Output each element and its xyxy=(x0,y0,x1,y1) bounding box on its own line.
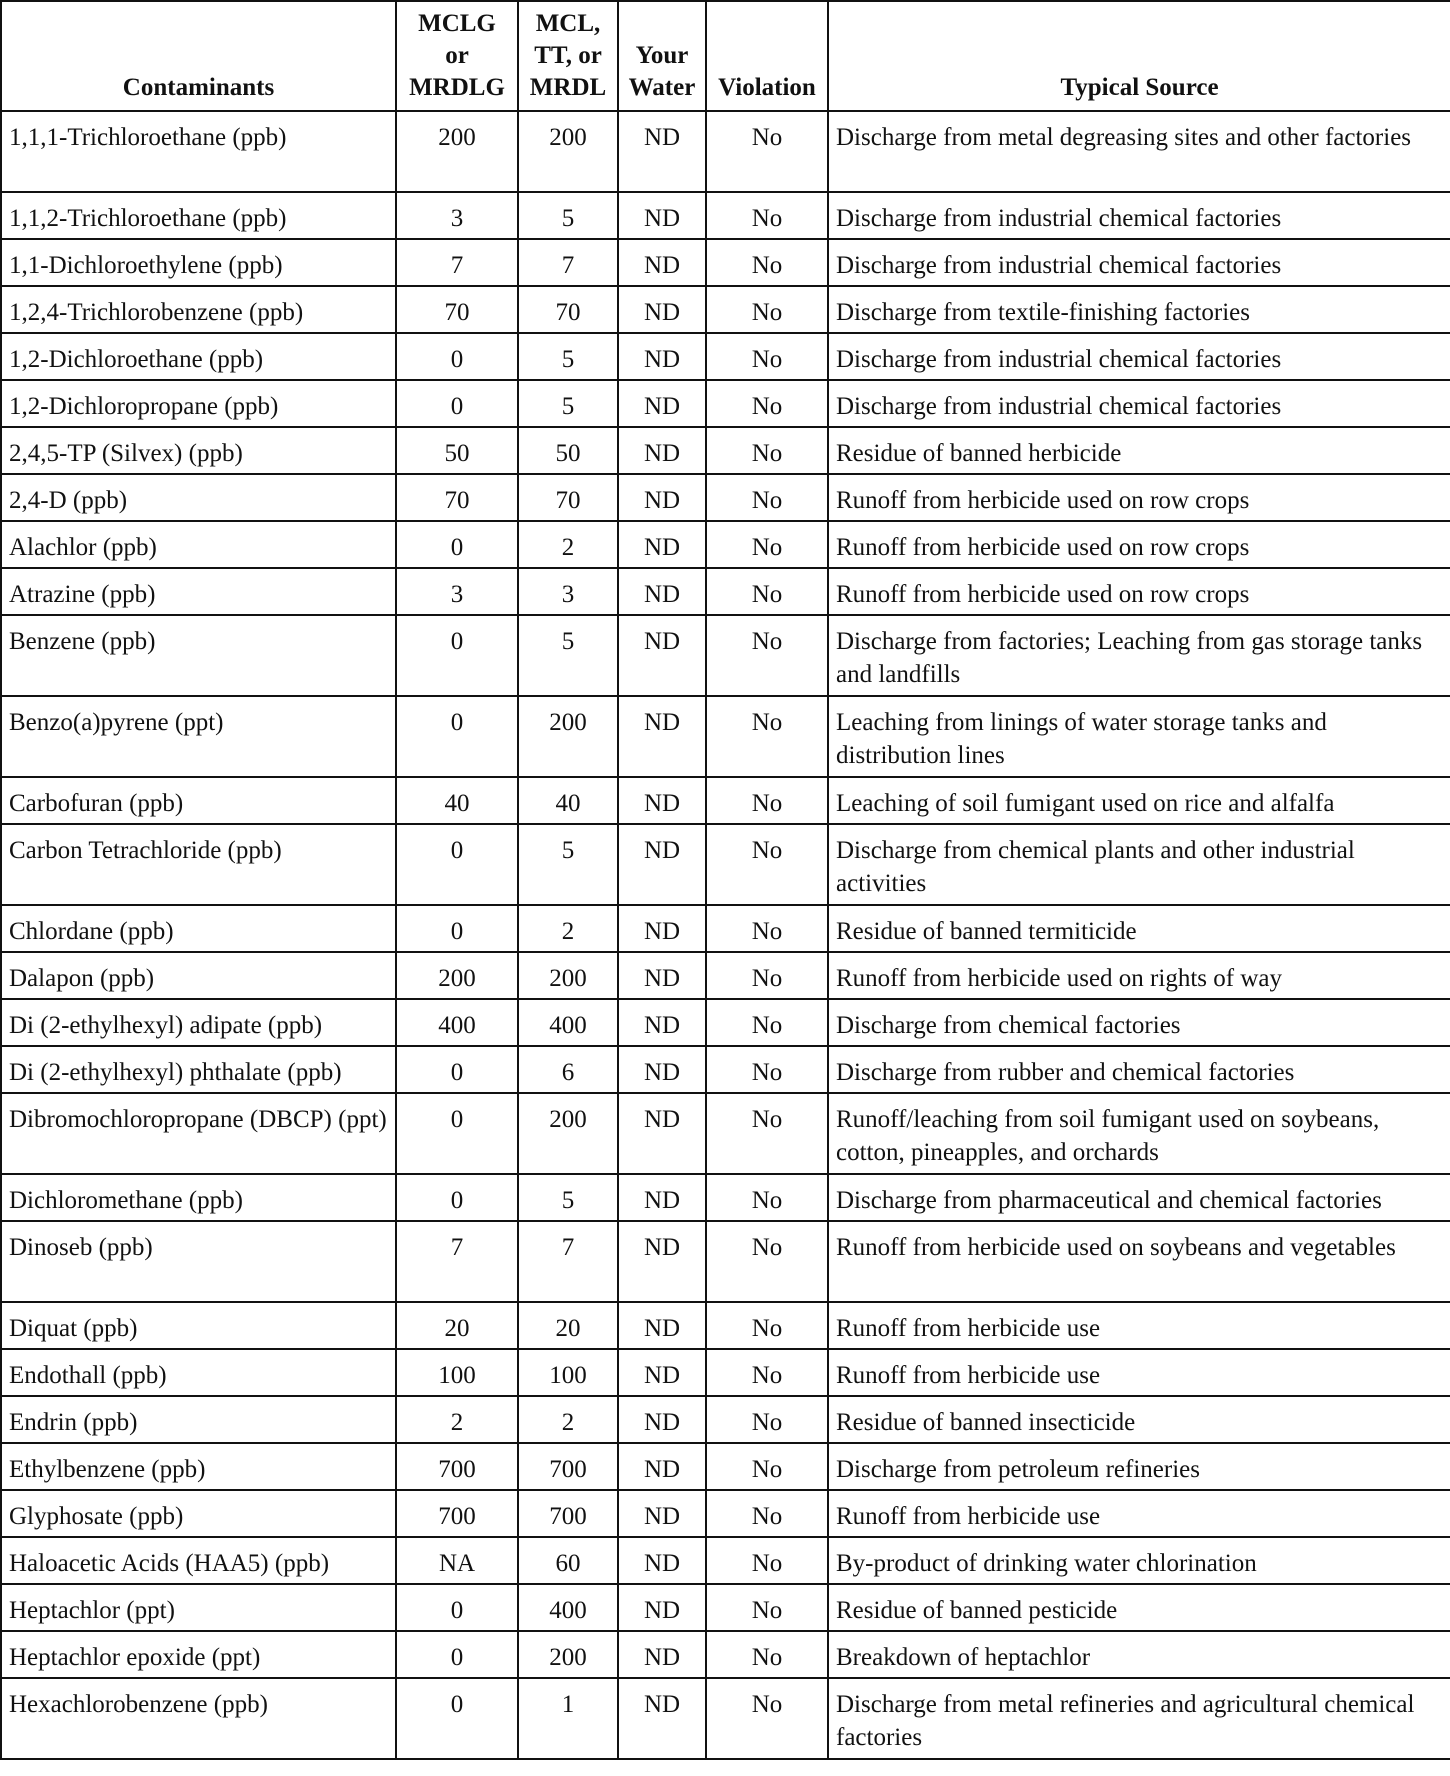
cell-violation: No xyxy=(706,1396,828,1443)
cell-violation: No xyxy=(706,1443,828,1490)
cell-your-water: ND xyxy=(618,286,706,333)
cell-your-water: ND xyxy=(618,474,706,521)
header-mclg: MCLG or MRDLG xyxy=(396,1,518,111)
cell-contaminant: Glyphosate (ppb) xyxy=(1,1490,396,1537)
cell-your-water: ND xyxy=(618,1302,706,1349)
table-row xyxy=(1,905,1450,952)
cell-mclg: 70 xyxy=(396,474,518,521)
cell-your-water: ND xyxy=(618,777,706,824)
table-row xyxy=(1,286,1450,333)
cell-violation: No xyxy=(706,952,828,999)
cell-mcl: 200 xyxy=(518,1093,618,1174)
cell-mclg: 0 xyxy=(396,1174,518,1221)
cell-typical-source: Residue of banned termiticide xyxy=(828,905,1450,952)
cell-contaminant: Alachlor (ppb) xyxy=(1,521,396,568)
cell-contaminant: Carbon Tetrachloride (ppb) xyxy=(1,824,396,905)
cell-typical-source: Runoff from herbicide used on row crops xyxy=(828,521,1450,568)
table-row xyxy=(1,521,1450,568)
cell-violation: No xyxy=(706,111,828,192)
cell-contaminant: Dinoseb (ppb) xyxy=(1,1221,396,1302)
table-row xyxy=(1,824,1450,905)
table-row xyxy=(1,696,1450,777)
table-row xyxy=(1,474,1450,521)
cell-mcl: 5 xyxy=(518,1174,618,1221)
table-row xyxy=(1,1678,1450,1759)
cell-violation: No xyxy=(706,333,828,380)
cell-violation: No xyxy=(706,615,828,696)
cell-contaminant: Heptachlor epoxide (ppt) xyxy=(1,1631,396,1678)
cell-mcl: 3 xyxy=(518,568,618,615)
cell-your-water: ND xyxy=(618,696,706,777)
cell-mclg: 0 xyxy=(396,824,518,905)
cell-your-water: ND xyxy=(618,1221,706,1302)
cell-mcl: 5 xyxy=(518,380,618,427)
table-row xyxy=(1,427,1450,474)
cell-contaminant: Dichloromethane (ppb) xyxy=(1,1174,396,1221)
cell-contaminant: 2,4-D (ppb) xyxy=(1,474,396,521)
table-row xyxy=(1,239,1450,286)
cell-violation: No xyxy=(706,239,828,286)
cell-typical-source: Residue of banned pesticide xyxy=(828,1584,1450,1631)
cell-mclg: 0 xyxy=(396,1678,518,1759)
cell-violation: No xyxy=(706,427,828,474)
cell-mcl: 5 xyxy=(518,824,618,905)
cell-contaminant: 1,2,4-Trichlorobenzene (ppb) xyxy=(1,286,396,333)
cell-your-water: ND xyxy=(618,333,706,380)
cell-your-water: ND xyxy=(618,192,706,239)
cell-violation: No xyxy=(706,1490,828,1537)
cell-mcl: 2 xyxy=(518,905,618,952)
cell-violation: No xyxy=(706,521,828,568)
cell-violation: No xyxy=(706,286,828,333)
table-row xyxy=(1,615,1450,696)
table-row xyxy=(1,568,1450,615)
header-typical-source: Typical Source xyxy=(828,1,1450,111)
cell-your-water: ND xyxy=(618,1046,706,1093)
cell-contaminant: Haloacetic Acids (HAA5) (ppb) xyxy=(1,1537,396,1584)
cell-mclg: 100 xyxy=(396,1349,518,1396)
cell-your-water: ND xyxy=(618,615,706,696)
cell-your-water: ND xyxy=(618,1349,706,1396)
cell-contaminant: Dibromochloropropane (DBCP) (ppt) xyxy=(1,1093,396,1174)
cell-mclg: 0 xyxy=(396,1046,518,1093)
cell-contaminant: Di (2-ethylhexyl) adipate (ppb) xyxy=(1,999,396,1046)
cell-contaminant: 1,1-Dichloroethylene (ppb) xyxy=(1,239,396,286)
cell-mcl: 20 xyxy=(518,1302,618,1349)
cell-typical-source: Leaching from linings of water storage tanks and distribution lines xyxy=(828,696,1450,777)
cell-your-water: ND xyxy=(618,824,706,905)
cell-typical-source: Breakdown of heptachlor xyxy=(828,1631,1450,1678)
cell-typical-source: Discharge from industrial chemical factories xyxy=(828,192,1450,239)
cell-your-water: ND xyxy=(618,521,706,568)
cell-mcl: 200 xyxy=(518,111,618,192)
cell-contaminant: Benzo(a)pyrene (ppt) xyxy=(1,696,396,777)
cell-your-water: ND xyxy=(618,1093,706,1174)
table-row xyxy=(1,1537,1450,1584)
cell-contaminant: Chlordane (ppb) xyxy=(1,905,396,952)
cell-typical-source: Leaching of soil fumigant used on rice and alfalfa xyxy=(828,777,1450,824)
cell-typical-source: Runoff from herbicide use xyxy=(828,1302,1450,1349)
cell-typical-source: Discharge from industrial chemical factories xyxy=(828,380,1450,427)
table-row xyxy=(1,777,1450,824)
cell-violation: No xyxy=(706,1046,828,1093)
cell-typical-source: By-product of drinking water chlorination xyxy=(828,1537,1450,1584)
table-row xyxy=(1,192,1450,239)
cell-contaminant: Diquat (ppb) xyxy=(1,1302,396,1349)
cell-violation: No xyxy=(706,568,828,615)
cell-contaminant: Atrazine (ppb) xyxy=(1,568,396,615)
cell-mcl: 400 xyxy=(518,1584,618,1631)
cell-mcl: 7 xyxy=(518,1221,618,1302)
cell-mclg: 200 xyxy=(396,952,518,999)
header-row xyxy=(1,1,1450,111)
cell-mclg: 0 xyxy=(396,696,518,777)
header-violation: Violation xyxy=(706,1,828,111)
cell-contaminant: Di (2-ethylhexyl) phthalate (ppb) xyxy=(1,1046,396,1093)
cell-mcl: 400 xyxy=(518,999,618,1046)
table-row xyxy=(1,1490,1450,1537)
cell-violation: No xyxy=(706,1537,828,1584)
cell-your-water: ND xyxy=(618,1396,706,1443)
cell-contaminant: 2,4,5-TP (Silvex) (ppb) xyxy=(1,427,396,474)
table-body xyxy=(1,111,1450,1759)
cell-mclg: 200 xyxy=(396,111,518,192)
cell-your-water: ND xyxy=(618,111,706,192)
cell-your-water: ND xyxy=(618,568,706,615)
cell-typical-source: Residue of banned herbicide xyxy=(828,427,1450,474)
cell-violation: No xyxy=(706,777,828,824)
cell-typical-source: Discharge from rubber and chemical factories xyxy=(828,1046,1450,1093)
table-row xyxy=(1,380,1450,427)
cell-mclg: 700 xyxy=(396,1490,518,1537)
cell-typical-source: Discharge from chemical factories xyxy=(828,999,1450,1046)
cell-mclg: 0 xyxy=(396,1584,518,1631)
cell-mclg: 0 xyxy=(396,615,518,696)
cell-mcl: 2 xyxy=(518,1396,618,1443)
cell-mclg: 20 xyxy=(396,1302,518,1349)
cell-mclg: 3 xyxy=(396,192,518,239)
cell-typical-source: Runoff from herbicide use xyxy=(828,1349,1450,1396)
cell-mclg: 400 xyxy=(396,999,518,1046)
cell-violation: No xyxy=(706,1093,828,1174)
cell-mclg: 7 xyxy=(396,239,518,286)
cell-typical-source: Residue of banned insecticide xyxy=(828,1396,1450,1443)
table-row xyxy=(1,1443,1450,1490)
cell-violation: No xyxy=(706,192,828,239)
cell-your-water: ND xyxy=(618,239,706,286)
cell-mclg: 700 xyxy=(396,1443,518,1490)
header-your-water: Your Water xyxy=(618,1,706,111)
cell-mcl: 5 xyxy=(518,615,618,696)
cell-typical-source: Discharge from petroleum refineries xyxy=(828,1443,1450,1490)
cell-your-water: ND xyxy=(618,1174,706,1221)
cell-violation: No xyxy=(706,1584,828,1631)
cell-mcl: 5 xyxy=(518,192,618,239)
table-row xyxy=(1,999,1450,1046)
cell-mclg: 0 xyxy=(396,333,518,380)
cell-violation: No xyxy=(706,999,828,1046)
cell-mcl: 700 xyxy=(518,1443,618,1490)
table-row xyxy=(1,111,1450,192)
cell-your-water: ND xyxy=(618,427,706,474)
cell-your-water: ND xyxy=(618,1678,706,1759)
cell-violation: No xyxy=(706,905,828,952)
cell-mcl: 70 xyxy=(518,474,618,521)
cell-violation: No xyxy=(706,1631,828,1678)
table-row xyxy=(1,333,1450,380)
cell-your-water: ND xyxy=(618,1584,706,1631)
cell-typical-source: Runoff from herbicide used on rights of way xyxy=(828,952,1450,999)
cell-typical-source: Discharge from metal degreasing sites and other factories xyxy=(828,111,1450,192)
cell-violation: No xyxy=(706,380,828,427)
table-row xyxy=(1,952,1450,999)
table-row xyxy=(1,1174,1450,1221)
cell-mclg: 0 xyxy=(396,380,518,427)
cell-contaminant: Heptachlor (ppt) xyxy=(1,1584,396,1631)
cell-your-water: ND xyxy=(618,1443,706,1490)
cell-mcl: 7 xyxy=(518,239,618,286)
table-row xyxy=(1,1302,1450,1349)
cell-your-water: ND xyxy=(618,905,706,952)
cell-contaminant: 1,2-Dichloroethane (ppb) xyxy=(1,333,396,380)
cell-your-water: ND xyxy=(618,1631,706,1678)
cell-contaminant: Carbofuran (ppb) xyxy=(1,777,396,824)
cell-violation: No xyxy=(706,1221,828,1302)
cell-your-water: ND xyxy=(618,999,706,1046)
cell-violation: No xyxy=(706,824,828,905)
cell-typical-source: Runoff from herbicide use xyxy=(828,1490,1450,1537)
cell-mcl: 6 xyxy=(518,1046,618,1093)
cell-typical-source: Discharge from pharmaceutical and chemical factories xyxy=(828,1174,1450,1221)
cell-typical-source: Discharge from metal refineries and agricultural chemical factories xyxy=(828,1678,1450,1759)
cell-mclg: 50 xyxy=(396,427,518,474)
table-row xyxy=(1,1396,1450,1443)
cell-violation: No xyxy=(706,474,828,521)
table-row xyxy=(1,1584,1450,1631)
header-contaminants: Contaminants xyxy=(1,1,396,111)
cell-your-water: ND xyxy=(618,952,706,999)
cell-mcl: 40 xyxy=(518,777,618,824)
cell-mcl: 100 xyxy=(518,1349,618,1396)
cell-mclg: 0 xyxy=(396,1093,518,1174)
cell-typical-source: Runoff from herbicide used on soybeans and vegetables xyxy=(828,1221,1450,1302)
cell-your-water: ND xyxy=(618,1537,706,1584)
cell-violation: No xyxy=(706,1302,828,1349)
cell-typical-source: Runoff/leaching from soil fumigant used on soybeans, cotton, pineapples, and orchards xyxy=(828,1093,1450,1174)
cell-contaminant: 1,1,1-Trichloroethane (ppb) xyxy=(1,111,396,192)
table-row xyxy=(1,1631,1450,1678)
cell-mcl: 50 xyxy=(518,427,618,474)
cell-violation: No xyxy=(706,1349,828,1396)
cell-mcl: 70 xyxy=(518,286,618,333)
header-mcl: MCL, TT, or MRDL xyxy=(518,1,618,111)
cell-mcl: 2 xyxy=(518,521,618,568)
cell-mclg: NA xyxy=(396,1537,518,1584)
cell-mclg: 0 xyxy=(396,521,518,568)
cell-mclg: 3 xyxy=(396,568,518,615)
table-row xyxy=(1,1349,1450,1396)
cell-mclg: 40 xyxy=(396,777,518,824)
cell-mcl: 200 xyxy=(518,696,618,777)
cell-contaminant: Dalapon (ppb) xyxy=(1,952,396,999)
cell-mcl: 200 xyxy=(518,952,618,999)
cell-mclg: 70 xyxy=(396,286,518,333)
cell-contaminant: Endothall (ppb) xyxy=(1,1349,396,1396)
cell-violation: No xyxy=(706,1174,828,1221)
cell-contaminant: Benzene (ppb) xyxy=(1,615,396,696)
cell-violation: No xyxy=(706,696,828,777)
cell-contaminant: 1,2-Dichloropropane (ppb) xyxy=(1,380,396,427)
cell-contaminant: Ethylbenzene (ppb) xyxy=(1,1443,396,1490)
cell-contaminant: Hexachlorobenzene (ppb) xyxy=(1,1678,396,1759)
cell-violation: No xyxy=(706,1678,828,1759)
cell-mclg: 7 xyxy=(396,1221,518,1302)
cell-mclg: 0 xyxy=(396,905,518,952)
table-row xyxy=(1,1093,1450,1174)
cell-contaminant: 1,1,2-Trichloroethane (ppb) xyxy=(1,192,396,239)
cell-mcl: 5 xyxy=(518,333,618,380)
cell-typical-source: Discharge from industrial chemical factories xyxy=(828,239,1450,286)
cell-mcl: 60 xyxy=(518,1537,618,1584)
cell-typical-source: Discharge from textile-finishing factories xyxy=(828,286,1450,333)
cell-contaminant: Endrin (ppb) xyxy=(1,1396,396,1443)
cell-mcl: 1 xyxy=(518,1678,618,1759)
cell-typical-source: Runoff from herbicide used on row crops xyxy=(828,568,1450,615)
cell-mclg: 2 xyxy=(396,1396,518,1443)
cell-typical-source: Discharge from industrial chemical factories xyxy=(828,333,1450,380)
cell-your-water: ND xyxy=(618,380,706,427)
cell-mclg: 0 xyxy=(396,1631,518,1678)
cell-typical-source: Discharge from chemical plants and other industrial activities xyxy=(828,824,1450,905)
cell-mcl: 700 xyxy=(518,1490,618,1537)
table-row xyxy=(1,1046,1450,1093)
table-row xyxy=(1,1221,1450,1302)
cell-typical-source: Runoff from herbicide used on row crops xyxy=(828,474,1450,521)
cell-your-water: ND xyxy=(618,1490,706,1537)
cell-typical-source: Discharge from factories; Leaching from gas storage tanks and landfills xyxy=(828,615,1450,696)
cell-mcl: 200 xyxy=(518,1631,618,1678)
